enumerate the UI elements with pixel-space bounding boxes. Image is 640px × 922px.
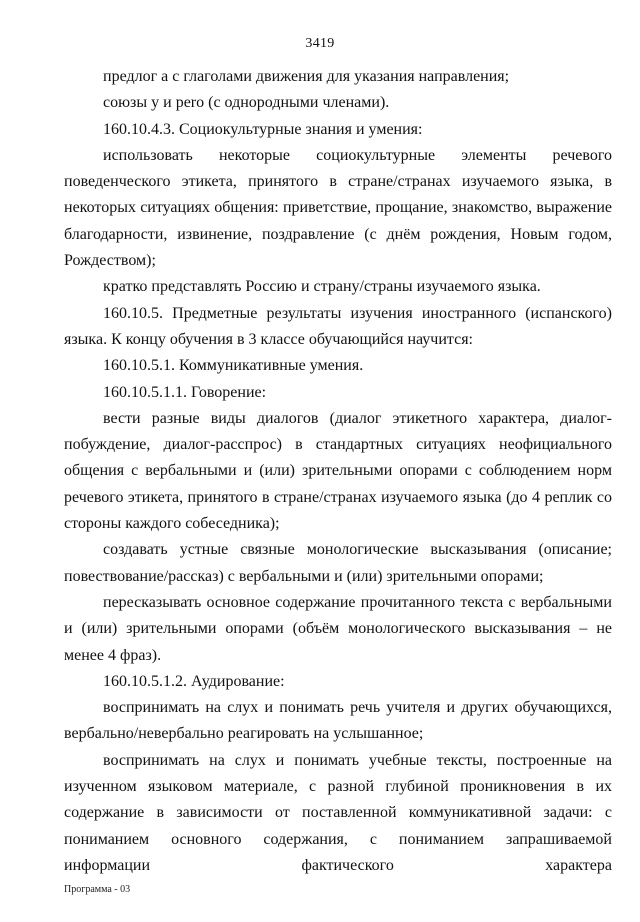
document-body [64,64,612,879]
paragraph-present-russia: кратко представлять Россию и страну/страны изучаемого языка. [103,278,541,296]
paragraph-listen-texts: воспринимать на слух и понимать учебные тексты, построенные на изученном языковом материале, с разной глубиной проникновения в их содержание в зависимости от поставленной коммуникативной задачи: с пониманием основного содержания, с пониманием запрашиваемой информации фактического характера [64,751,612,874]
page-number: 3419 [305,36,335,51]
section-heading-speaking: 160.10.5.1.1. Говорение: [103,383,267,401]
paragraph-conjunctions: союзы y и pero (с однородными членами). [103,94,390,112]
paragraph-monologues: создавать устные связные монологические высказывания (описание; повествование/рассказ) с вербальными и (или) зрительными опорами; [64,541,612,585]
paragraph-sociocultural-elements: использовать некоторые социокультурные элементы речевого поведенческого этикета, принятого в стране/странах изучаемого языка, в некоторых ситуациях общения: приветствие, прощание, знакомство, выражение благодарности, извинение, поздравление (с днём рождения, Новым годом, Рождеством); [64,146,612,270]
paragraph-dialogues: вести разные виды диалогов (диалог этикетного характера, диалог-побуждение, диалог-расспрос) в стандартных ситуациях неофициального общения с вербальными и (или) зрительными опорами с соблюдением норм речевого этикета, принятого в стране/странах изучаемого языка (до 4 реплик со стороны каждого собеседника); [64,409,612,533]
section-heading-subject-results: 160.10.5. Предметные результаты изучения иностранного (испанского) языка. К концу обучения в 3 классе обучающийся научится: [64,304,612,348]
paragraph-preposition-a: предлог а с глаголами движения для указания направления; [103,68,510,85]
section-heading-sociocultural: 160.10.4.3. Социокультурные знания и умения: [103,120,423,138]
footer-label: Программа - 03 [64,884,131,895]
section-heading-listening: 160.10.5.1.2. Аудирование: [103,672,285,690]
section-heading-communicative-skills: 160.10.5.1. Коммуникативные умения. [103,357,364,375]
paragraph-listen-teacher: воспринимать на слух и понимать речь учителя и других обучающихся, вербально/невербально реагировать на услышанное; [64,699,612,743]
paragraph-retelling: пересказывать основное содержание прочитанного текста с вербальными и (или) зрительными опорами (объём монологического высказывания – не менее 4 фраз). [64,593,612,664]
